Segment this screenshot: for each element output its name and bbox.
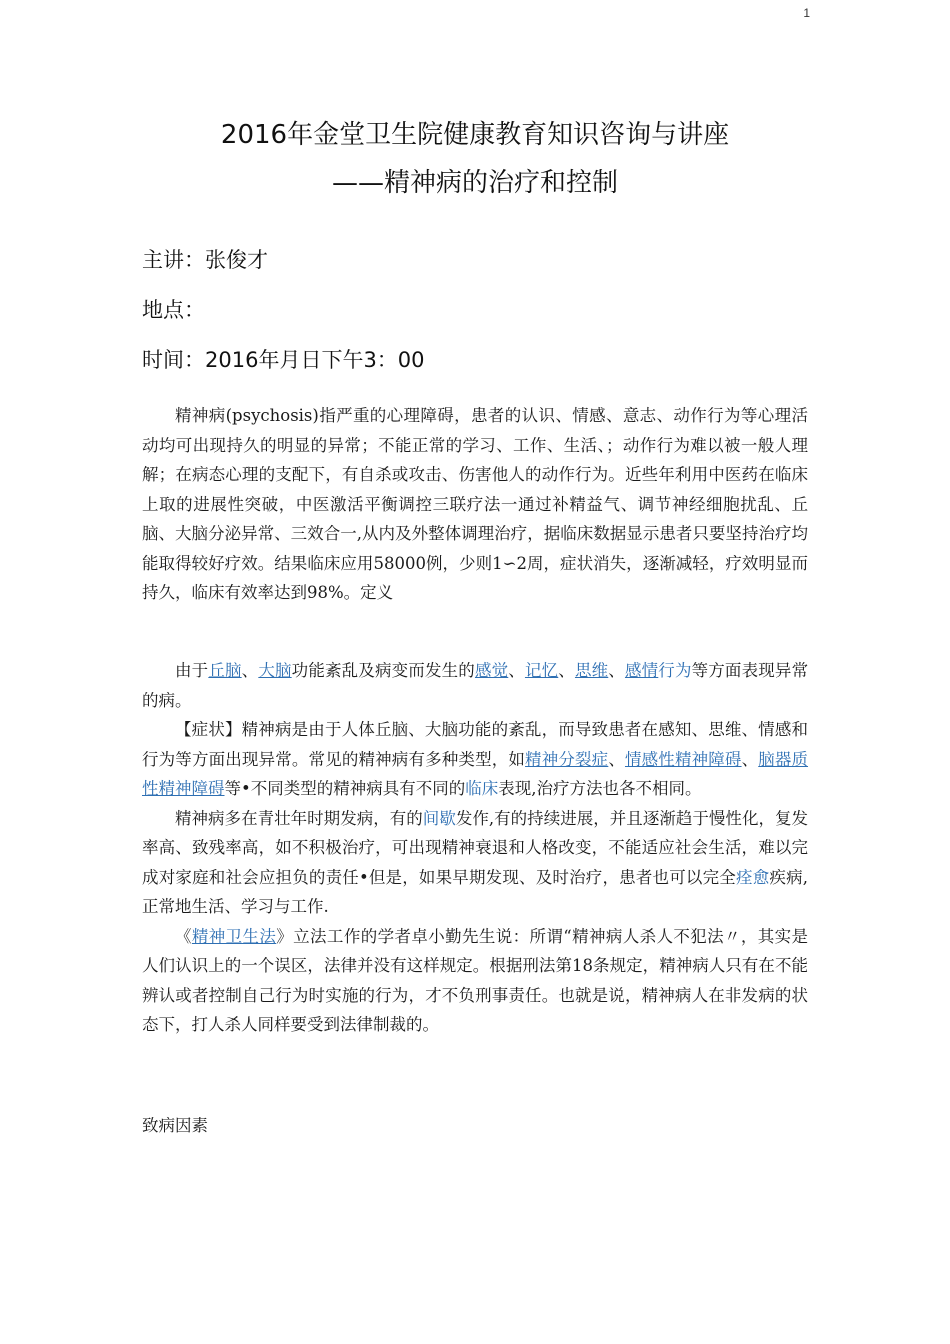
link-emotion[interactable]: 感情 [624, 661, 659, 680]
course-text: 精神病多在青壮年时期发病，有的 [175, 808, 423, 828]
link-thinking[interactable]: 思维 [574, 661, 609, 680]
definition-text: 、 [241, 661, 259, 680]
link-affective-disorder[interactable]: 情感性精神障碍 [624, 749, 742, 769]
law-text: 》立法工作的学者卓小勤先生说：所谓“精神病人杀人不犯法〃，其实是人们认识上的一个误区，法律并没有这样规定。根据刑法第18条规定，精神病人只有在不能辨认或者控制自己行为时实施的行为，才不负刑事责任。也就是说，精神病人在非发病的状态下，打人杀人同样要受到法律制裁的。 [142, 926, 809, 1034]
highlight-behavior: 行为 [658, 661, 692, 680]
law-paragraph [142, 922, 808, 1040]
document-subtitle: ——精神病的治疗和控制 [331, 168, 618, 198]
intro-paragraph: 精神病(psychosis)指严重的心理障碍，患者的认识、情感、意志、动作行为等心理活动均可出现持久的明显的异常；不能正常的学习、工作、生活、；动作行为难以被一般人理解；在病态心理的支配下，有自杀或攻击、伤害他人的动作行为。近些年利用中医药在临床上取的进展性突破，中医激活平衡调控三联疗法一通过补精益气、调节神经细胞扰乱、丘脑、大脑分泌异常、三效合一,从内及外整体调理治疗，据临床数据显示患者只要坚持治疗均能取得较好疗效。结果临床应用58000例，少则1∽2周，症状消失，逐渐减轻，疗效明显而持久，临床有效率达到98%。定义 [142, 406, 808, 602]
time-line: 时间：2016年月日下午3：00 [142, 348, 425, 372]
location-line: 地点： [142, 298, 205, 322]
symptoms-text: 、 [741, 749, 759, 769]
intro-block [142, 401, 808, 608]
symptoms-text: 、 [608, 749, 625, 769]
course-text: 疾病,正常地生活、学习与工作. [142, 867, 809, 916]
page-number: 1 [803, 6, 810, 20]
main-body [142, 656, 808, 1040]
definition-text: 由于 [175, 661, 209, 680]
link-brain[interactable]: 大脑 [258, 661, 292, 680]
symptoms-paragraph [142, 715, 808, 804]
definition-paragraph [142, 656, 808, 715]
link-sensation[interactable]: 感觉 [474, 661, 509, 680]
highlight-clinical: 临床 [465, 779, 499, 798]
symptoms-text: 表现,治疗方法也各不相同。 [498, 779, 702, 798]
course-text: 发作,有的持续进展，并且逐渐趋于慢性化，复发率高、致残率高，如不积极治疗，可出现精神衰退和人格改变，不能适应社会生活，难以完成对家庭和社会应担负的责任•但是，如果早期发现、及时治疗，患者也可以完全 [142, 808, 809, 887]
definition-text: 、 [508, 661, 525, 680]
symptoms-text: 等•不同类型的精神病具有不同的 [224, 779, 466, 798]
definition-text: 、 [608, 661, 625, 680]
definition-text: 等方面表现异常的病。 [142, 661, 809, 710]
symptoms-text: 【症状】精神病是由于人体丘脑、大脑功能的紊乱，而导致患者在感知、思维、情感和行为等方面出现异常。常见的精神病有多种类型，如 [142, 720, 808, 769]
highlight-intermittent: 间歇 [422, 808, 456, 828]
definition-text: 、 [558, 661, 575, 680]
document-title: 2016年金堂卫生院健康教育知识咨询与讲座 [220, 120, 730, 150]
link-thalamus[interactable]: 丘脑 [208, 661, 242, 680]
speaker-line: 主讲：张俊才 [142, 248, 268, 272]
link-organic-disorder[interactable]: 脑器质性精神障碍 [142, 749, 809, 798]
link-schizophrenia[interactable]: 精神分裂症 [525, 749, 609, 769]
law-text: 《 [175, 926, 192, 946]
highlight-recovery: 痊愈 [736, 867, 770, 887]
link-mental-health-law[interactable]: 精神卫生法 [191, 926, 277, 946]
definition-text: 功能紊乱及病变而发生的 [291, 661, 475, 680]
section-heading-causes: 致病因素 [142, 1116, 208, 1135]
link-memory[interactable]: 记忆 [524, 661, 559, 680]
course-paragraph [142, 804, 808, 922]
